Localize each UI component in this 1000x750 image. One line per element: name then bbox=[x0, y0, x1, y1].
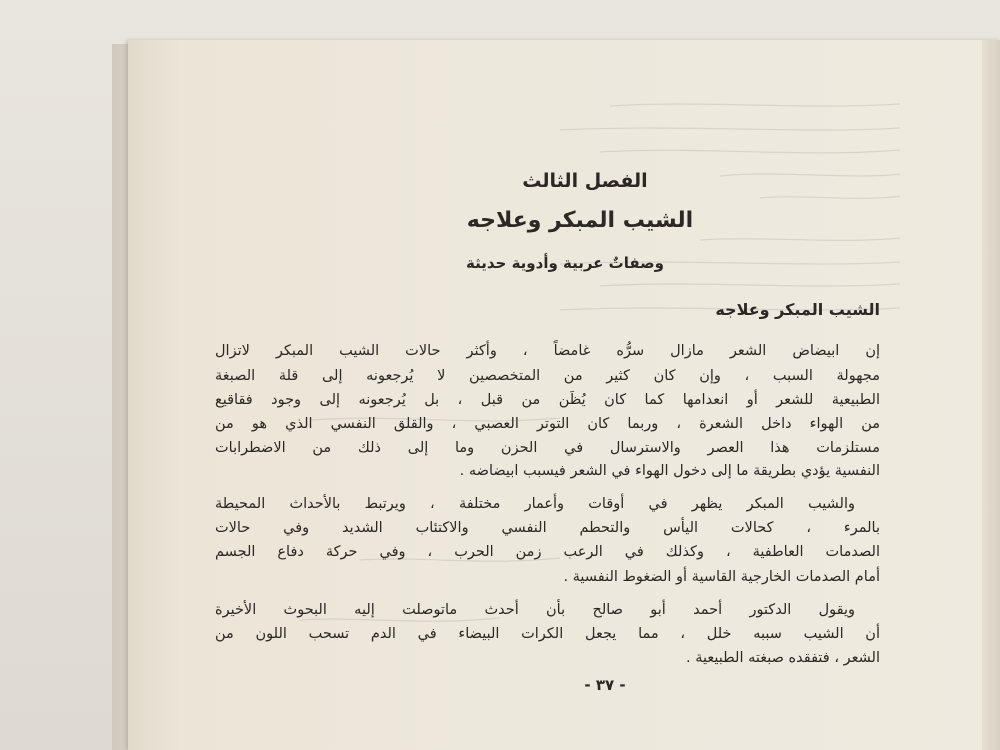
body-line: والشيب المبكر يظهر في أوقات وأعمار مختلفة ، ويرتبط بالأحداث المحيطة bbox=[215, 496, 855, 512]
body-line: أن الشيب سببه خلل ، مما يجعل الكرات البيضاء في الدم تسحب اللون من bbox=[215, 626, 880, 642]
section-heading: الشيب المبكر وعلاجه bbox=[715, 300, 880, 319]
page-number: - ٣٧ - bbox=[584, 676, 626, 694]
body-line: ويقول الدكتور أحمد أبو صالح بأن أحدث ماتوصلت إليه البحوث الأخيرة bbox=[215, 602, 855, 618]
page-right-edge bbox=[982, 40, 1000, 750]
body-line: إن ابيضاض الشعر مازال سرُّه غامضاً ، وأكثر حالات الشيب المبكر لاتزال bbox=[215, 343, 880, 359]
body-line: بالمرء ، كحالات اليأس والتحطم النفسي والاكتئاب الشديد وفي حالات bbox=[215, 520, 880, 536]
body-line: الطبيعية للشعر أو انعدامها كما كان يُظَن من قبل ، بل يُرجعونه إلى وجود فقاقيع bbox=[215, 392, 880, 408]
body-line: أمام الصدمات الخارجية القاسية أو الضغوط النفسية . bbox=[563, 569, 880, 585]
body-line: النفسية يؤدي بطريقة ما إلى دخول الهواء في الشعر فيسبب ابيضاضه . bbox=[459, 463, 880, 479]
chapter-heading: الفصل الثالث bbox=[522, 170, 648, 192]
body-line: من الهواء داخل الشعرة ، وربما كان التوتر العصبي ، والقلق النفسي الذي هو من bbox=[215, 416, 880, 432]
body-line: الصدمات العاطفية ، وكذلك في الرعب زمن الحرب ، وفي حركة دفاع الجسم bbox=[215, 544, 880, 560]
body-line: مستلزمات هذا العصر والاسترسال في الحزن وما إلى ذلك من الاضطرابات bbox=[215, 440, 880, 456]
chapter-title: الشيب المبكر وعلاجه bbox=[466, 208, 694, 233]
body-line: مجهولة السبب ، وإن كان كثير من المتخصصين لا يُرجعونه إلى قلة الصبغة bbox=[215, 368, 880, 384]
body-line: الشعر ، فتفقده صبغته الطبيعية . bbox=[686, 650, 880, 666]
chapter-subtitle: وصفاتٌ عربية وأدوية حديثة bbox=[466, 254, 664, 272]
